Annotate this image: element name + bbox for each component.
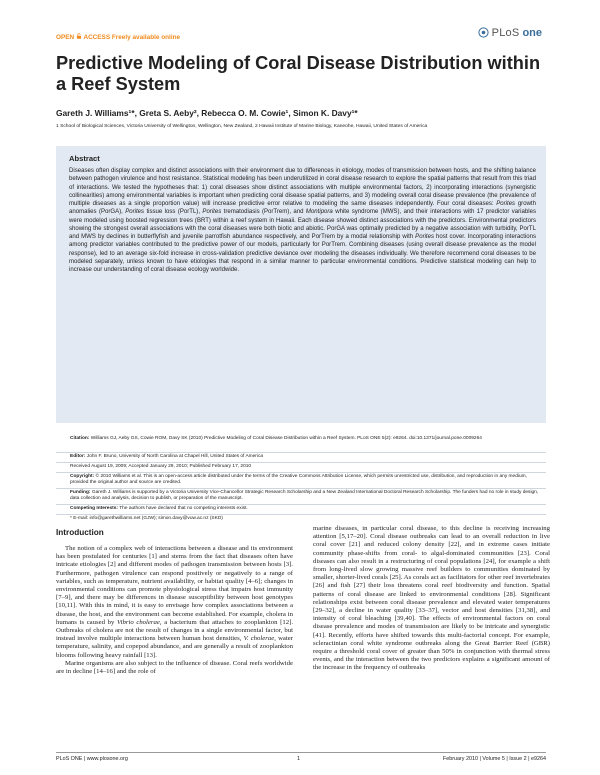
footer-page-number: 1 bbox=[297, 756, 300, 762]
divider bbox=[56, 504, 546, 505]
dates: Received August 19, 2009; Accepted January 29, 2010; Published February 17, 2010 bbox=[70, 464, 252, 469]
funding: Funding: Gareth J. Williams is supported by a Victoria University Vice-Chancellor Strategic Research Scholarship and a New Zealand International Doctoral Research Scholarship. The funders had no role in study design, data collection and analysis, decision to publish, or preparation of the manuscript. bbox=[70, 490, 539, 502]
introduction-heading: Introduction bbox=[56, 528, 104, 537]
editor: Editor: John F. Bruno, University of North Carolina at Chapel Hill, United States of America bbox=[70, 454, 264, 459]
email[interactable]: * E-mail: info@garethwilliams.net (GJW); simon.davy@vuw.ac.nz (SKD) bbox=[70, 516, 223, 521]
intro-right-column: marine diseases, in particular coral disease, to this decline is receiving increasing attention [5,17–20]. Coral disease outbreaks can lead to an overall reduction in live coral cover [21] and reduced colony density [22], and in extreme cases initiate community phase-shifts from coral- to algal-dominated communities [23]. Coral diseases can also result in a restructuring of coral populations [24], for example a shift from long-lived slow growing massive reef builders to communities dominated by smaller, shorter-lived corals [25]. As corals act as facilitators for other reef invertebrates [26] and fish [27] their loss threatens coral reef biodiversity and function. Spatial patterns of coral disease are linked to environmental conditions [28]. Significant relationships exist between coral disease prevalence and elevated water temperatures [29–32], a decline in water quality [33–37], vector and host densities [31,38], and intensity of coral bleaching [39,40]. The effects of environmental factors on coral disease prevalence and modes of transmission are likely to be intricate and synergistic [41]. Recently, efforts have shifted towards this multi-factorial concept. For example, scleractinian coral white syndrome outbreaks along the Great Barrier Reef (GBR) require a threshold coral cover of greater than 50% in conjunction with thermal stress events, and the interaction between the two predictors explains a significant amount of the increase in the frequency of outbreaks bbox=[313, 525, 550, 672]
divider bbox=[56, 514, 546, 515]
divider bbox=[56, 462, 546, 463]
footer-journal-url[interactable]: PLoS ONE | www.plosone.org bbox=[56, 756, 128, 762]
paper-title: Predictive Modeling of Coral Disease Distribution within a Reef System bbox=[56, 53, 541, 94]
copyright: Copyright: © 2010 Williams et al. This is an open-access article distributed under the terms of the Creative Commons Attribution License, which permits unrestricted use, distribution, and reproduction in any medium, provided the original author and source are credited. bbox=[70, 474, 527, 486]
journal-logo: PLoS one bbox=[477, 27, 542, 39]
divider bbox=[56, 488, 546, 489]
intro-left-column: The notion of a complex web of interactions between a disease and its environment has been postulated for centuries [1] and stems from the fact that diseases often have intricate etiologies [2] and different modes of pathogen transmission between hosts [3]. Furthermore, pathogen virulence can respond positively or negatively to a range of variables, such as temperature, nutrient availability, or habitat quality [4–6]; changes in environmental conditions can promote physiological stress that impairs host immunity [7–9], and there may be differences in disease susceptibility between host genotypes [10,11]. With this in mind, it is easy to envisage how complex associations between a disease, the host, and the environment can become established. For example, cholera in humans is caused by Vibrio cholerae, a bacterium that attaches to zooplankton [12]. Outbreaks of cholera are not the result of changes in a single environmental factor, but instead involve multiple interactions between human host densities, V. cholerae, water temperature, salinity, and copepod abundance, and are generally a result of zooplankton blooms following heavy rainfall [13]. Marine organisms are also subject to the influence of disease. Coral reefs worldwide are in decline [14–16] and the role of bbox=[56, 545, 294, 676]
citation: Citation: Williams GJ, Aeby GS, Cowie ROM, Davy SK (2010) Predictive Modeling of Coral Disease Distribution within a Reef System. PLoS ONE 5(2): e9264. doi:10.1371/journal.pone.0009264 bbox=[70, 436, 482, 441]
affiliations: 1 School of Biological Sciences, Victoria University of Wellington, Wellington, New Zealand, 2 Hawaii Institute of Marine Biology, Kaneohe, Hawaii, United States of America bbox=[56, 124, 428, 129]
abstract-box bbox=[56, 146, 546, 423]
divider bbox=[56, 452, 546, 453]
footer-divider bbox=[56, 752, 546, 753]
footer-issue: February 2010 | Volume 5 | Issue 2 | e9264 bbox=[442, 756, 546, 762]
plos-logo-icon bbox=[477, 27, 490, 38]
competing-interests: Competing Interests: The authors have declared that no competing interests exist. bbox=[70, 506, 248, 511]
author-list: Gareth J. Williams¹*, Greta S. Aeby², Rebecca O. M. Cowie¹, Simon K. Davy¹* bbox=[56, 108, 358, 118]
divider bbox=[56, 472, 546, 473]
open-lock-icon bbox=[76, 33, 82, 39]
abstract-text: Diseases often display complex and distinct associations with their environment due to differences in etiology, modes of transmission between hosts, and the shifting balance between pathogen virulence and host resistance. Statistical modeling has been underutilized in coral disease research to explore the spatial patterns that result from this triad of interactions. We tested the hypotheses that: 1) coral diseases show distinct associations with multiple environmental factors, 2) incorporating interactions (synergistic collinearities) among environmental variables is important when predicting coral disease spatial patterns, and 3) modeling overall coral disease prevalence (the prevalence of multiple diseases as a single proportion value) will increase predictive error relative to modeling the same diseases independently. Four coral diseases: Porites growth anomalies (PorGA), Porites tissue loss (PorTL), Porites trematodiasis (PorTrem), and Montipora white syndrome (MWS), and their interactions with 17 predictor variables were modeled using boosted regression trees (BRT) within a reef system in Hawaii. Each disease showed distinct associations with the predictors. Environmental predictors showing the strongest overall associations with the coral diseases were both biotic and abiotic. PorGA was optimally predicted by a negative association with turbidity, PorTL and MWS by declines in butterflyfish and juvenile parrotfish abundance respectively, and PorTrem by a modal relationship with Porites host cover. Incorporating interactions among predictor variables contributed to the predictive power of our models, particularly for PorTrem. Combining diseases (using overall disease prevalence as the model response), led to an average six-fold increase in cross-validation predictive deviance over modeling the diseases individually. We therefore recommend coral diseases to be modeled separately, unless known to have etiologies that respond in a similar manner to particular environmental conditions. Predictive statistical modeling can help to increase our understanding of coral disease ecology worldwide. bbox=[69, 168, 536, 273]
open-access-label: OPEN ACCESS Freely available online bbox=[56, 34, 181, 41]
abstract-heading: Abstract bbox=[69, 154, 100, 163]
